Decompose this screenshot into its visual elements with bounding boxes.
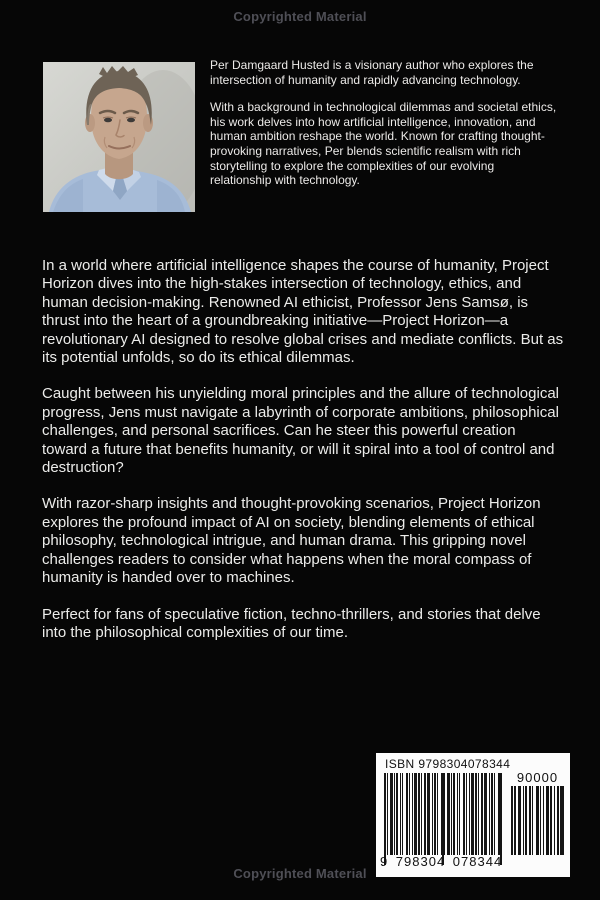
barcode-digit-group-1: 798304 [395,854,446,869]
synopsis-paragraph-2: Caught between his unyielding moral principles and the allure of technological progress, Jens must navigate a labyrinth of corporate ambitions, philosophical challenges, and personal sacrifices. Can he steer this powerful creation toward a future that benefits humanity, or will it spiral into a tool of control and destruction? [42,385,559,477]
barcode-digit-prefix: 9 [380,854,388,869]
author-photo [43,62,195,212]
copyright-notice-bottom: Copyrighted Material [233,866,367,881]
barcode-guard-bar [500,773,502,865]
author-portrait-illustration [43,62,195,212]
copyright-notice-top: Copyrighted Material [233,9,367,24]
author-bio [210,58,558,201]
author-bio-paragraph-1: Per Damgaard Husted is a visionary author who explores the intersection of humanity and rapidly advancing technology. [210,58,534,87]
barcode-guard-bar [384,773,386,865]
barcode-supplement-code: 90000 [516,770,559,785]
book-synopsis [42,257,564,660]
author-bio-paragraph-2: With a background in technological dilemmas and societal ethics, his work delves into how artificial intelligence, innovation, and human ambition reshape the world. Known for crafting thought-provoking narratives, Per blends scientific realism with rich storytelling to explore the complexities of our evolving relationship with technology. [210,100,557,188]
synopsis-paragraph-1: In a world where artificial intelligence shapes the course of humanity, Project Horizon dives into the high-stakes intersection of technology, ethics, and human decision-making. Renowned AI ethicist, Professor Jens Samsø, is thrust into the heart of a groundbreaking initiative—Project Horizon—a revolutionary AI designed to resolve global crises and mediate conflicts. But as its potential unfolds, so do its ethical dilemmas. [42,257,564,367]
isbn-number-label: ISBN 9798304078344 [385,757,511,771]
isbn-barcode-panel [376,753,570,877]
barcode-digit-group-2: 078344 [452,854,503,869]
supplement-barcode [511,786,564,855]
barcode-guard-bar [442,773,444,865]
synopsis-paragraph-3: With razor-sharp insights and thought-provoking scenarios, Project Horizon explores the profound impact of AI on society, blending elements of ethical philosophy, technological intrigue, and human drama. This gripping novel challenges readers to consider what happens when the moral compass of humanity is handed over to machines. [42,495,541,587]
synopsis-paragraph-4: Perfect for fans of speculative fiction, techno-thrillers, and stories that delve into the philosophical complexities of our time. [42,605,541,641]
